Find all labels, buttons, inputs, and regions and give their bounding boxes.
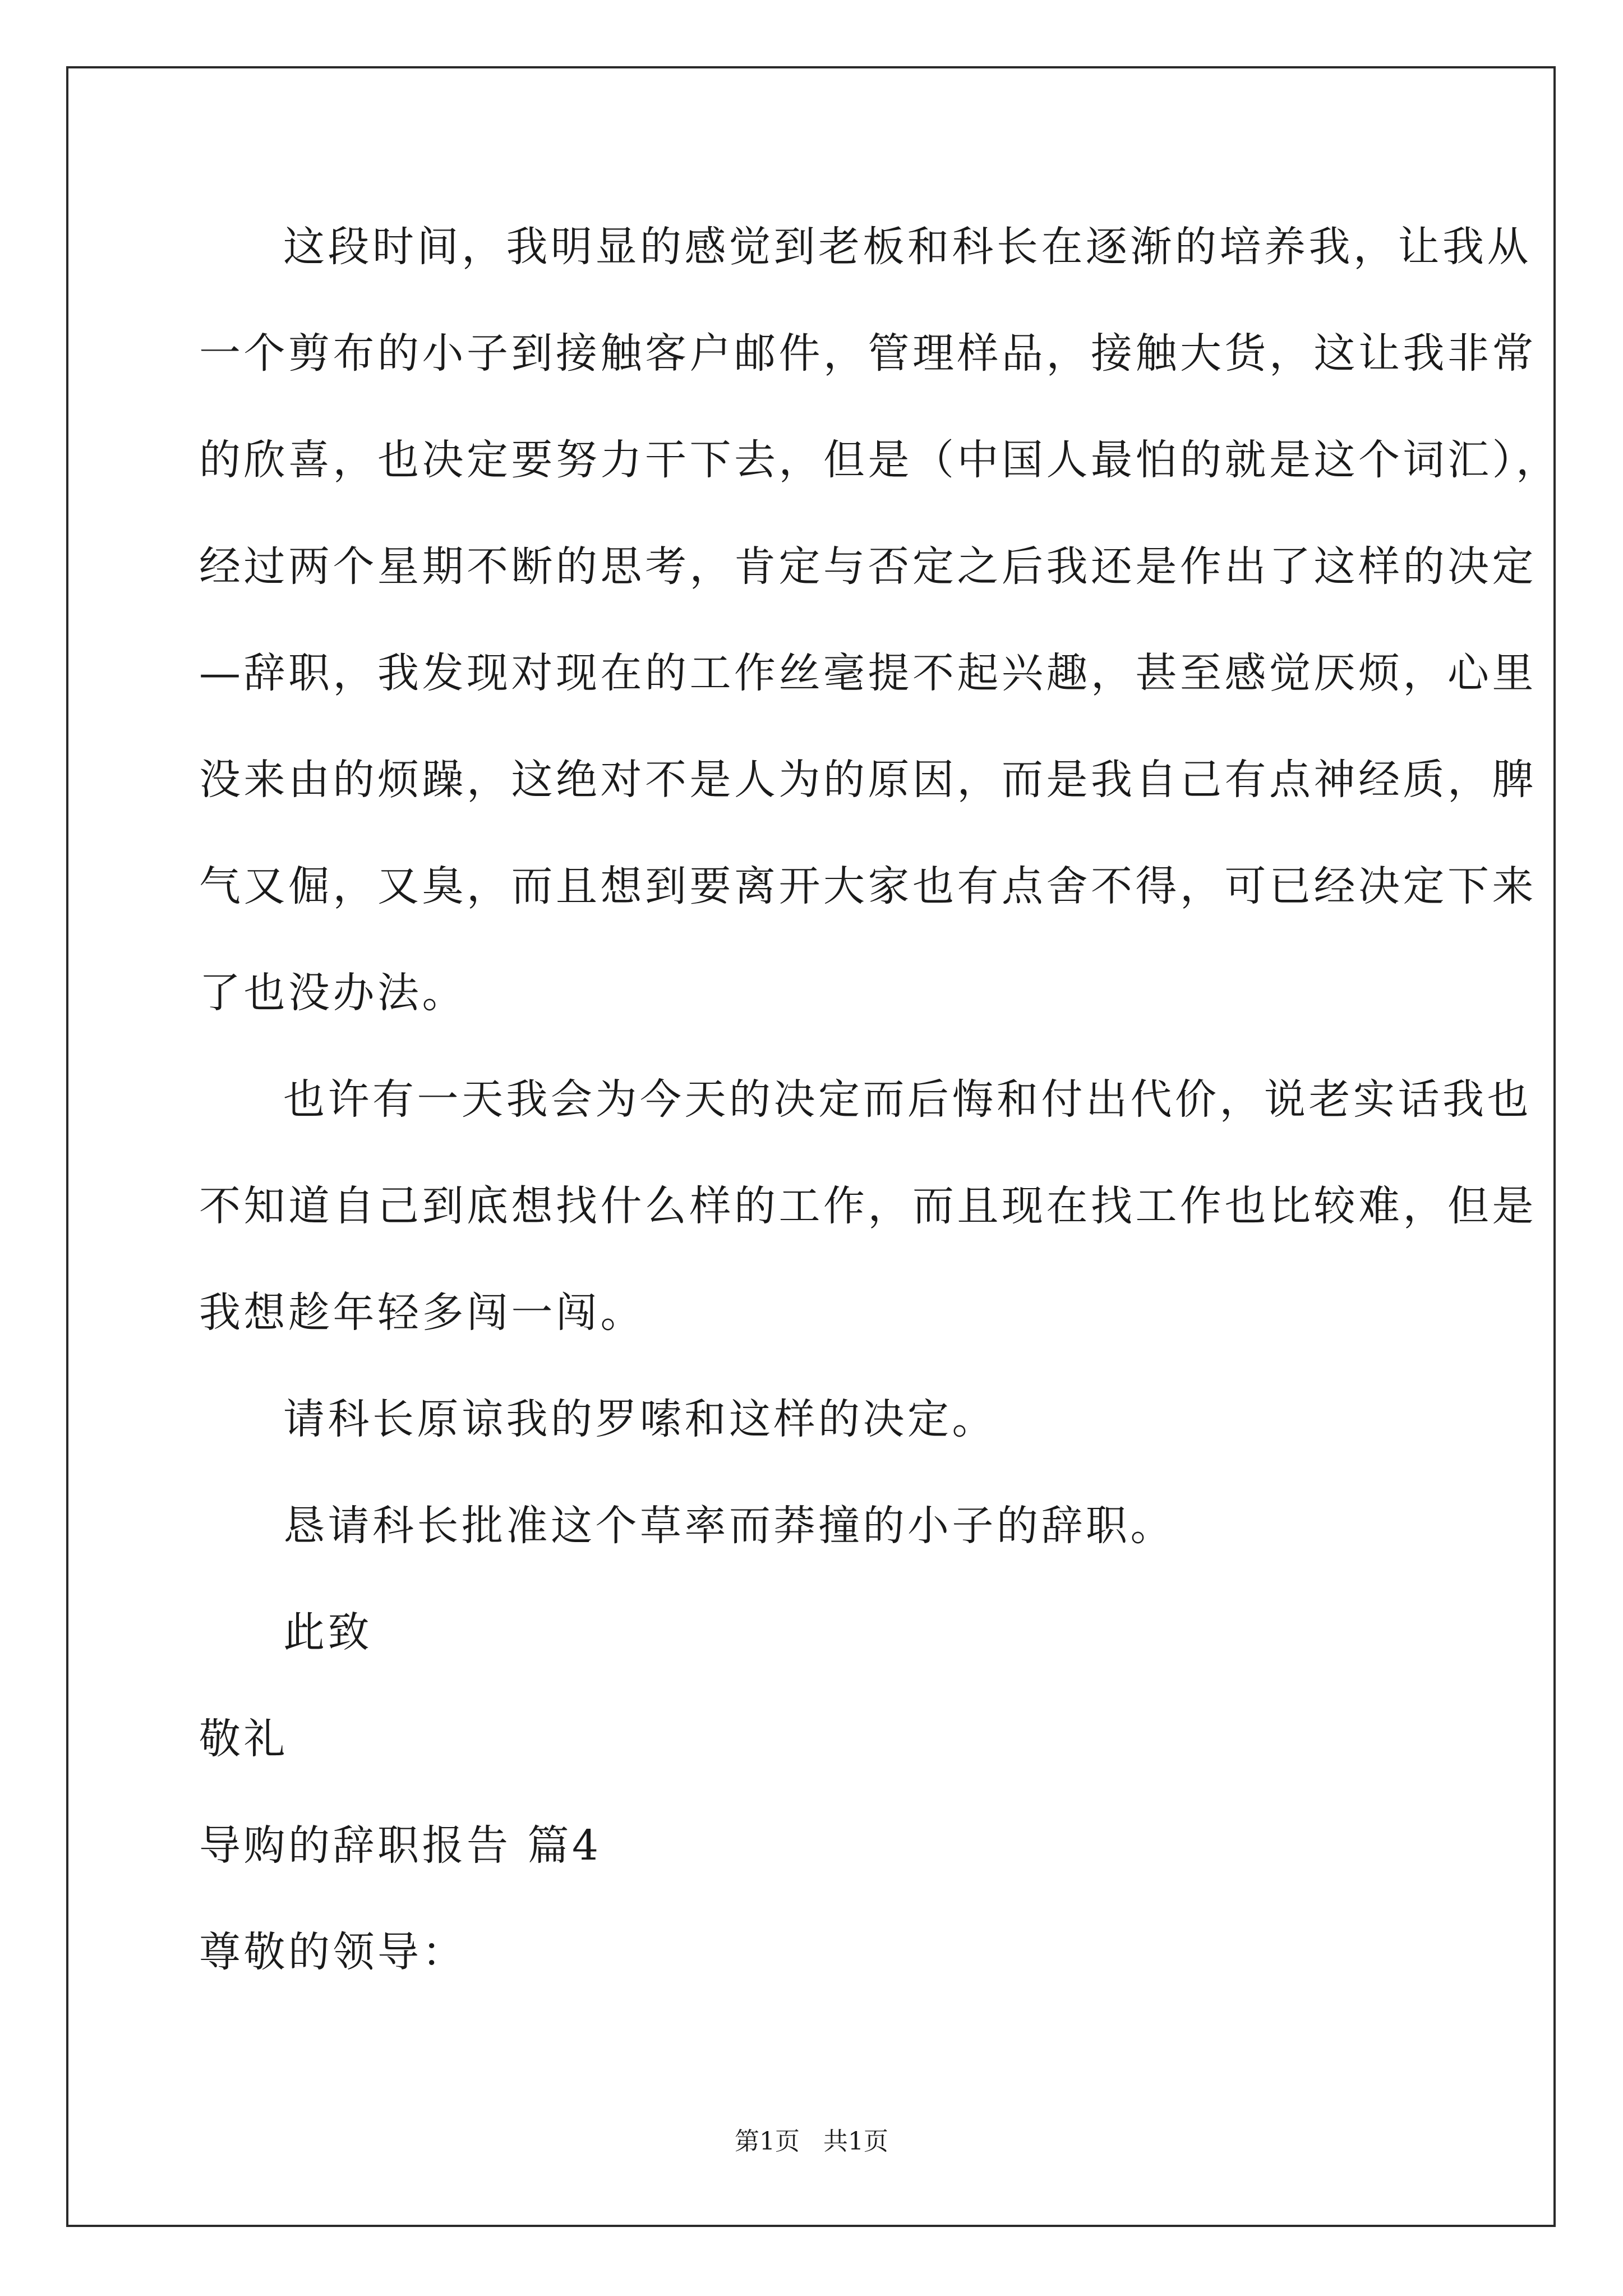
paragraph-2-line-3: 我想趁年轻多闯一闯。 [199, 1289, 645, 1337]
paragraph-1-line-2: 一个剪布的小子到接触客户邮件，管理样品，接触大货，这让我非常 [199, 329, 1537, 378]
paragraph-1-line-6: 没来由的烦躁，这绝对不是人为的原因，而是我自己有点神经质，脾 [199, 756, 1537, 804]
paragraph-1-line-7: 气又倔，又臭，而且想到要离开大家也有点舍不得，可已经决定下来 [199, 862, 1537, 910]
page-number-total: 共1页 [823, 2127, 888, 2156]
page-border [66, 66, 1561, 2227]
paragraph-1-line-1: 这段时间，我明显的感觉到老板和科长在逐渐的培养我，让我从 [283, 223, 1532, 271]
paragraph-2-line-2: 不知道自己到底想找什么样的工作，而且现在找工作也比较难，但是 [199, 1182, 1537, 1230]
closing-regards: 敬礼 [199, 1715, 288, 1763]
closing-salutation: 此致 [283, 1608, 372, 1657]
paragraph-1-line-5: —辞职，我发现对现在的工作丝毫提不起兴趣，甚至感觉厌烦，心里 [199, 649, 1537, 697]
page-footer [0, 2125, 1623, 2159]
page-number-current: 第1页 [735, 2127, 800, 2156]
paragraph-2-line-1: 也许有一天我会为今天的决定而后悔和付出代价，说老实话我也 [283, 1075, 1532, 1124]
greeting: 尊敬的领导： [199, 1928, 467, 1976]
paragraph-4: 恳请科长批准这个草率而莽撞的小子的辞职。 [283, 1502, 1175, 1550]
paragraph-1-line-4: 经过两个星期不断的思考，肯定与否定之后我还是作出了这样的决定 [199, 542, 1537, 591]
paragraph-1-line-8: 了也没办法。 [199, 969, 467, 1017]
section-heading: 导购的辞职报告 篇4 [199, 1821, 602, 1870]
paragraph-3: 请科长原谅我的罗嗦和这样的决定。 [283, 1395, 997, 1443]
paragraph-1-line-3: 的欣喜，也决定要努力干下去，但是（中国人最怕的就是这个词汇）， [199, 436, 1561, 484]
